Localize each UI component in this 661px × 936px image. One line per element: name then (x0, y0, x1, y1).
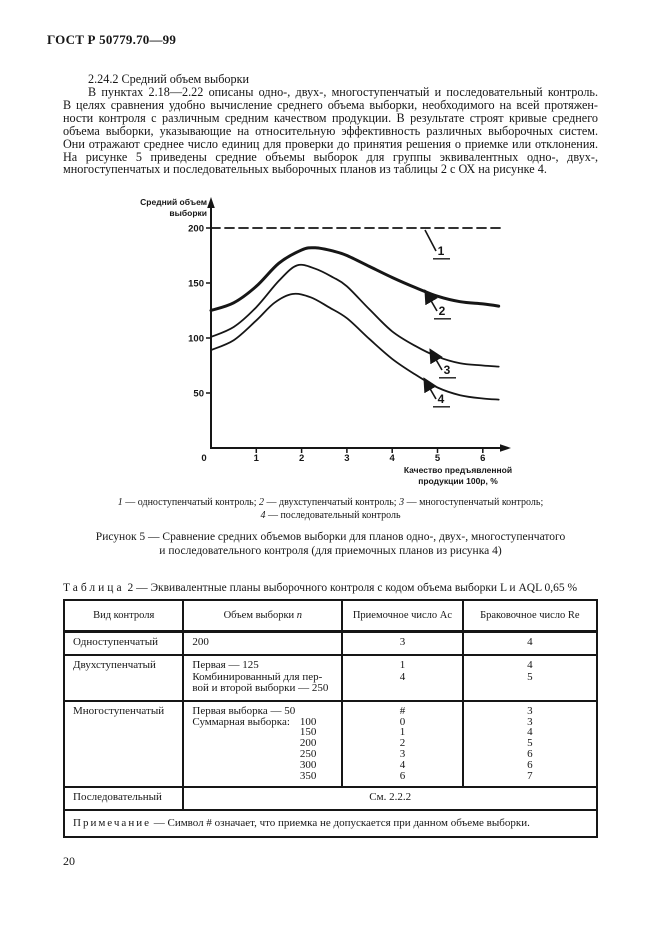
x-tick-label: 4 (389, 453, 395, 465)
cell-see-reference: См. 2.2.2 (183, 787, 597, 810)
paragraph-line: многоступенчатых и последовательных выборочных планов из таблицы 2 с ОХ на рисунке 4. (63, 162, 547, 177)
cell-sample-volume: Первая — 125 Комбинированный для пер- вой и второй выборки — 250 (183, 655, 342, 701)
figure-legend (63, 496, 598, 522)
table-header-row (64, 600, 597, 632)
figure-legend-line1: 1 — одноступенчатый контроль; 2 — двухступенчатый контроль; 3 — многоступенчатый контроль; (117, 497, 544, 509)
cell-control-kind: Одноступенчатый (64, 632, 183, 655)
cell-control-kind: Многоступенчатый (64, 701, 183, 788)
legend-item-number: 1 (117, 497, 123, 509)
curve-3 (211, 265, 499, 367)
x-tick-label: 6 (480, 453, 486, 465)
y-axis-arrow (207, 197, 215, 208)
x-tick-label: 1 (253, 453, 259, 465)
curve-2 (211, 248, 499, 311)
x-tick-label: 2 (298, 453, 305, 465)
table-2 (63, 599, 598, 838)
paragraph-line: ности контроля с различным средним качеством продукции. В результате строят кривые среднего (63, 110, 598, 125)
curve-label-1: 1 (437, 244, 445, 259)
legend-item-number: 2 (259, 497, 265, 509)
figure-caption (63, 530, 598, 558)
x-tick-label: 5 (434, 453, 441, 465)
paragraph-line: объема выборки, указывающие на относительную эффективность различных выборочных систем. (63, 123, 598, 138)
cell-sample-volume: Первая выборка — 50 Суммарная выборка: 100 150 200 250 300 350 (183, 701, 342, 788)
table-row (64, 787, 597, 810)
cell-acceptance-number: 1 4 (342, 655, 462, 701)
table-column-header: Объем выборки n (183, 600, 342, 632)
table-row (64, 632, 597, 655)
cell-rejection-number: 3 3 4 5 6 6 7 (463, 701, 597, 788)
y-tick-label: 100 (188, 333, 204, 345)
x-axis-arrow (500, 445, 511, 453)
table-column-header: Вид контроля (64, 600, 183, 632)
paragraph-line: В целях сравнения удобно вычисление среднего объема выборки, необходимого на всей протяжен- (63, 97, 598, 112)
paragraph-line: На рисунке 5 приведены средние объемы выборок для группы эквивалентных одно-, двух-, (63, 149, 598, 164)
table-title-text: 2 — Эквивалентные планы выборочного контроля с кодом объема выборки L и AQL 0,65 % (127, 582, 578, 595)
x-tick-label: 0 (201, 453, 207, 465)
y-tick-label: 50 (193, 388, 204, 400)
curve-label-3: 3 (443, 363, 451, 378)
table-title (63, 582, 598, 594)
x-tick-label: 3 (344, 453, 350, 465)
curve-label-4: 4 (437, 392, 445, 407)
table-note-row (64, 810, 597, 838)
legend-item-number: 3 (399, 497, 405, 509)
y-axis-title: Средний объем (140, 197, 207, 208)
leader-line-1 (425, 230, 436, 251)
average-sample-size-chart (100, 192, 540, 494)
y-tick-label: 150 (188, 278, 204, 290)
table-note: Примечание — Символ # означает, что приемка не допускается при данном объеме выборки. (64, 810, 597, 838)
legend-item-number: 4 (260, 510, 266, 522)
table-column-header: Приемочное число Ac (342, 600, 462, 632)
table-title-label: Таблица (63, 582, 125, 595)
curve-label-2: 2 (438, 304, 446, 319)
figure-caption-line1: Рисунок 5 — Сравнение средних объемов выборки для планов одно-, двух-, многоступенчатого (95, 531, 566, 544)
cell-rejection-number: 4 5 (463, 655, 597, 701)
x-axis-title: продукции 100p, % (418, 476, 498, 487)
table-row (64, 701, 597, 788)
figure-legend-line2: 4 — последовательный контроль (260, 510, 401, 522)
y-axis-title: выборки (169, 208, 207, 219)
document-header: ГОСТ Р 50779.70—99 (47, 32, 177, 47)
paragraph-line: Они отражают среднее число единиц для проверки до принятия решения о приемке или отклонения. (63, 136, 598, 151)
table-row (64, 655, 597, 701)
cell-sample-volume: 200 (183, 632, 342, 655)
paragraph-line: В пунктах 2.18—2.22 описаны одно-, двух-, многоступенчатый и последовательный контроль. (88, 85, 598, 99)
figure-caption-line2: и последовательного контроля (для приемочных планов из рисунка 4) (159, 545, 502, 558)
cell-rejection-number: 4 (463, 632, 597, 655)
cell-control-kind: Последовательный (64, 787, 183, 810)
cell-control-kind: Двухступенчатый (64, 655, 183, 701)
cell-acceptance-number: # 0 1 2 3 4 6 (342, 701, 462, 788)
table-column-header: Браковочное число Re (463, 600, 597, 632)
section-heading: 2.24.2 Средний объем выборки (88, 72, 250, 86)
page-number: 20 (63, 854, 75, 869)
cell-acceptance-number: 3 (342, 632, 462, 655)
figure-5 (63, 192, 598, 494)
x-axis-title: Качество предъявленной (403, 465, 513, 476)
section-2-24-2 (63, 0, 598, 176)
y-tick-label: 200 (188, 223, 204, 235)
leader-line-3 (431, 351, 442, 370)
